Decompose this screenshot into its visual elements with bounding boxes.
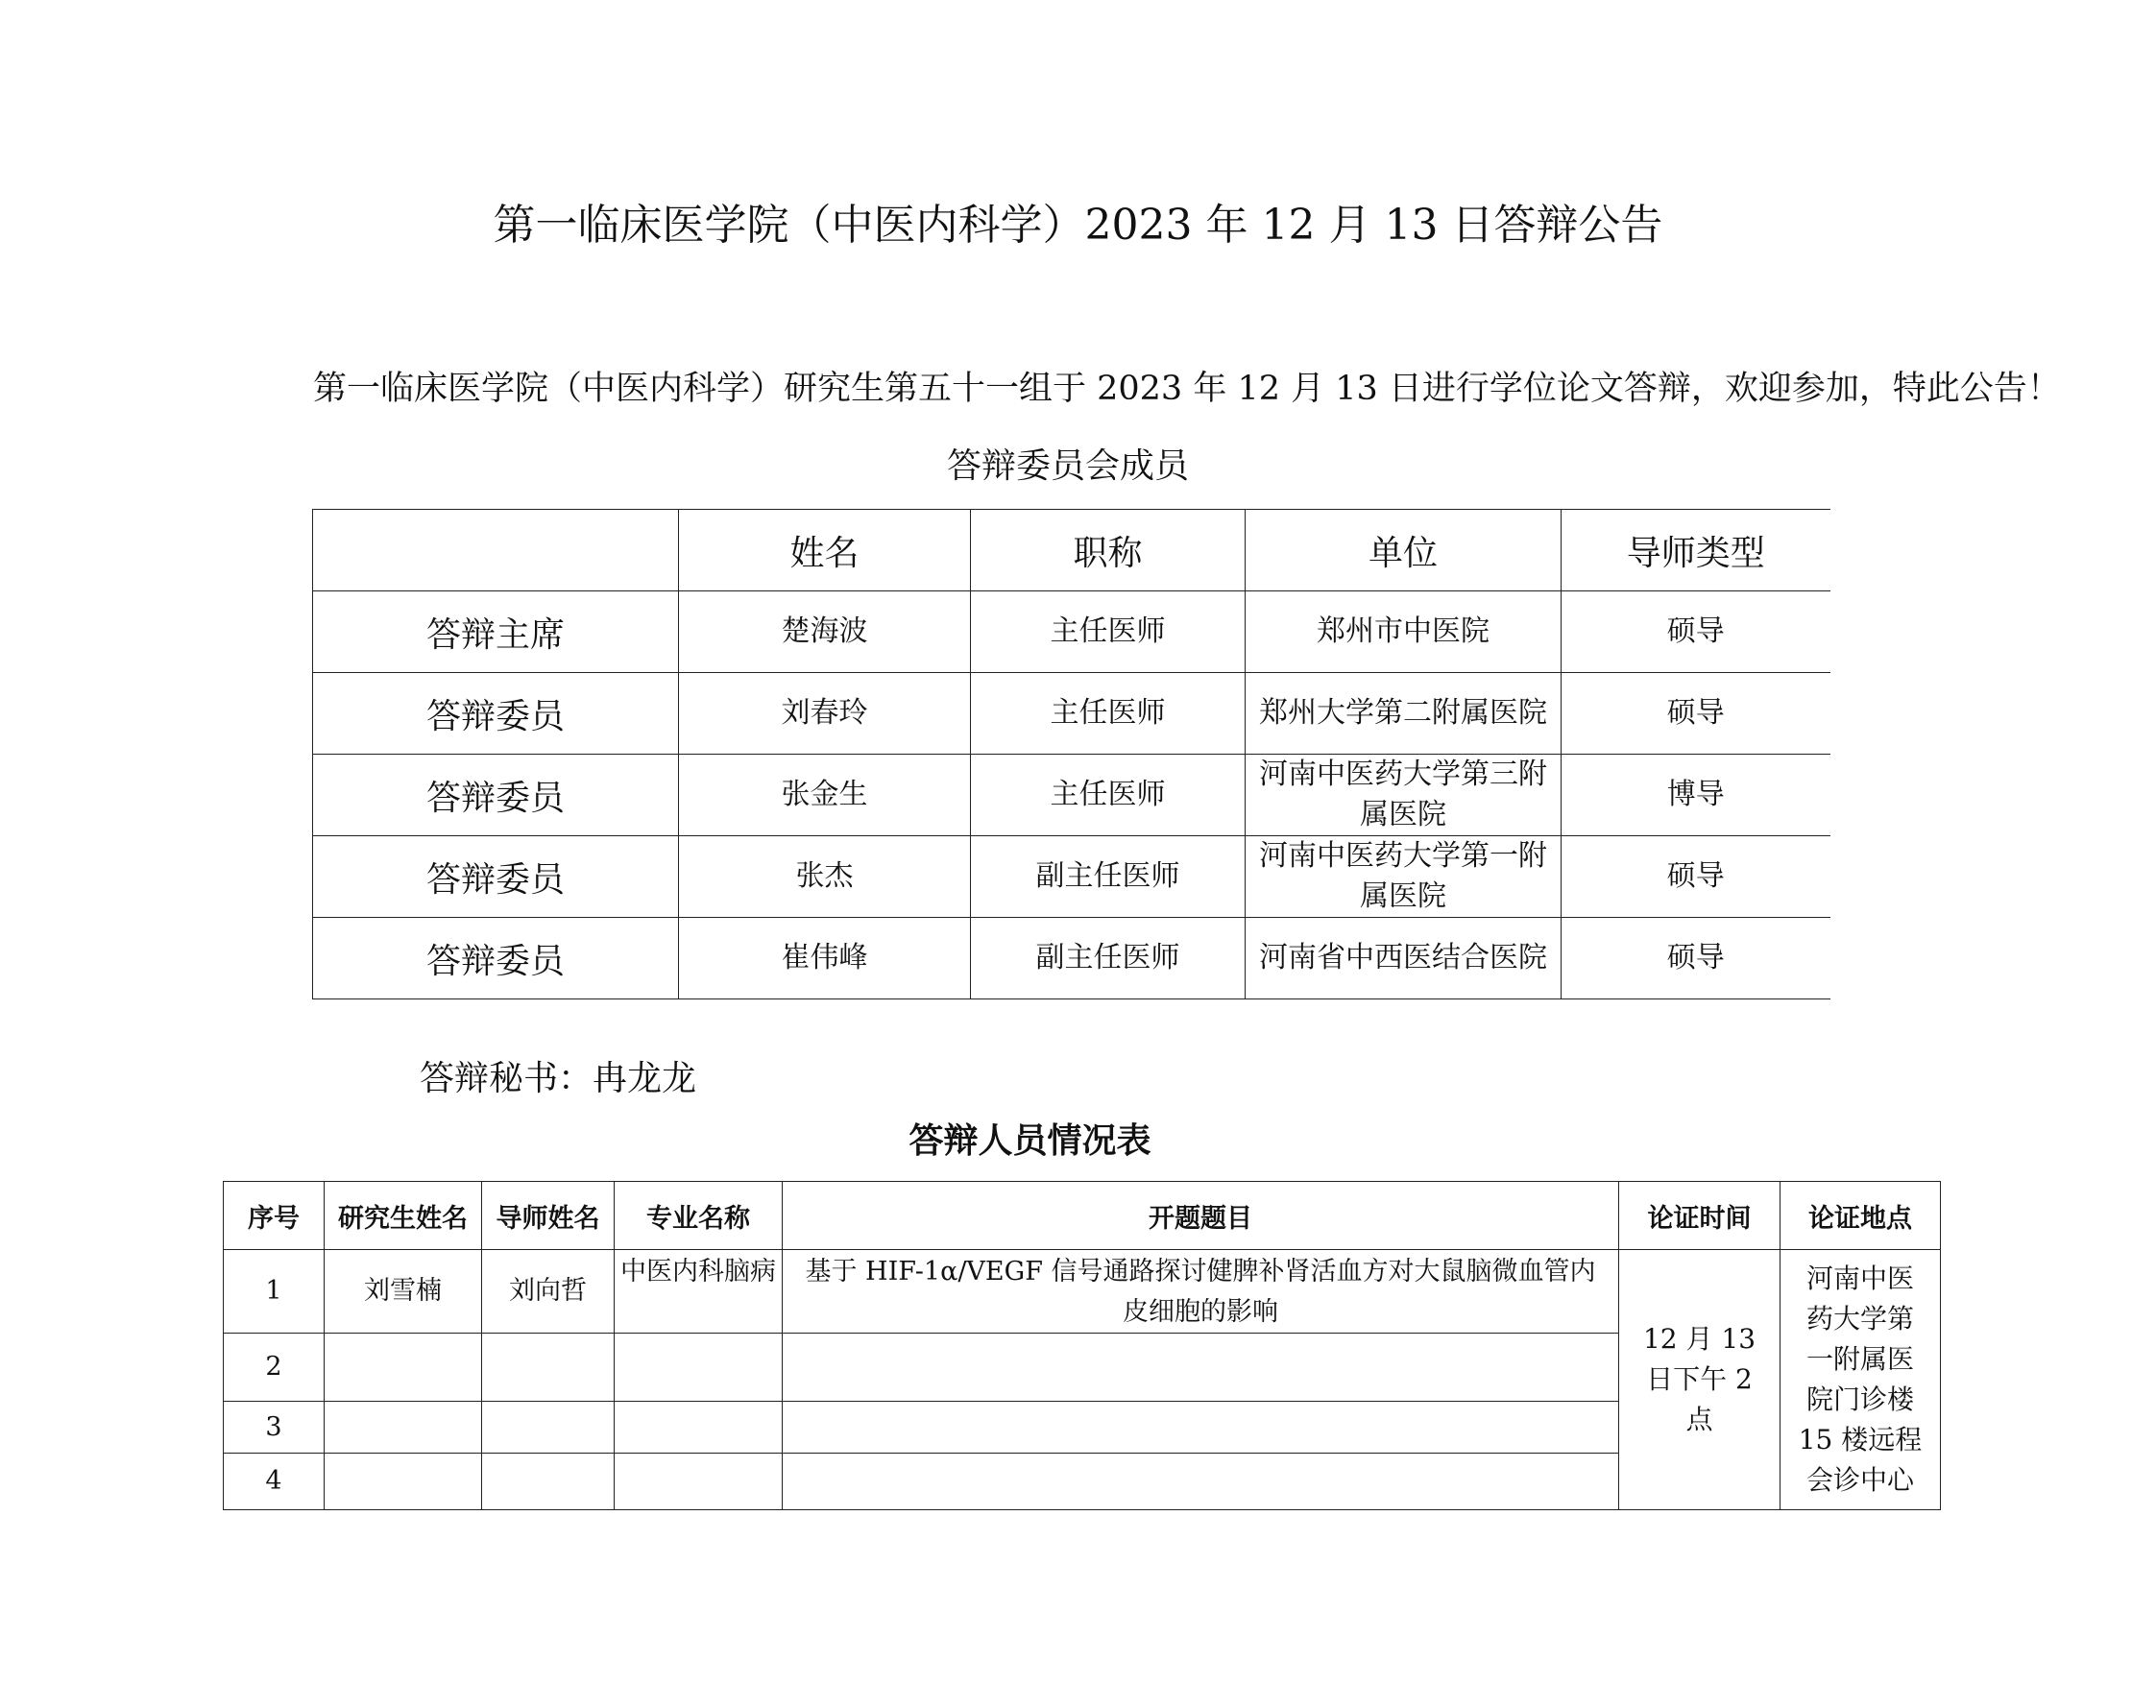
table-row xyxy=(224,1250,1941,1334)
committee-row xyxy=(313,755,1830,836)
committee-header-title: 职称 xyxy=(971,510,1246,591)
secretary-line: 答辩秘书：冉龙龙 xyxy=(420,1059,697,1098)
header-major: 专业名称 xyxy=(615,1182,783,1250)
committee-name: 张金生 xyxy=(679,755,971,836)
candidates-header-row xyxy=(224,1182,1941,1250)
committee-unit: 郑州市中医院 xyxy=(1246,591,1562,673)
committee-advisor-type: 硕导 xyxy=(1562,673,1830,755)
page-title: 第一临床医学院（中医内科学）2023 年 12 月 13 日答辩公告 xyxy=(493,201,1663,250)
committee-header-advisor-type: 导师类型 xyxy=(1562,510,1830,591)
committee-name: 崔伟峰 xyxy=(679,918,971,999)
committee-advisor-type: 硕导 xyxy=(1562,591,1830,673)
committee-unit: 郑州大学第二附属医院 xyxy=(1246,673,1562,755)
header-defense-place: 论证地点 xyxy=(1781,1182,1941,1250)
committee-row xyxy=(313,918,1830,999)
committee-title: 主任医师 xyxy=(971,591,1246,673)
header-index: 序号 xyxy=(224,1182,325,1250)
committee-title: 主任医师 xyxy=(971,673,1246,755)
candidate-student-name xyxy=(325,1454,482,1510)
candidate-advisor-name xyxy=(482,1402,615,1454)
committee-header-name: 姓名 xyxy=(679,510,971,591)
committee-role: 答辩委员 xyxy=(313,673,679,755)
header-topic: 开题题目 xyxy=(783,1182,1619,1250)
candidate-major xyxy=(615,1334,783,1402)
committee-unit: 河南中医药大学第一附属医院 xyxy=(1246,836,1562,918)
committee-heading: 答辩委员会成员 xyxy=(946,446,1189,486)
candidate-student-name xyxy=(325,1334,482,1402)
candidate-index: 4 xyxy=(224,1454,325,1510)
candidate-topic xyxy=(783,1402,1619,1454)
committee-role: 答辩委员 xyxy=(313,836,679,918)
candidate-advisor-name: 刘向哲 xyxy=(482,1250,615,1334)
committee-unit: 河南省中西医结合医院 xyxy=(1246,918,1562,999)
candidate-topic: 基于 HIF-1α/VEGF 信号通路探讨健脾补肾活血方对大鼠脑微血管内皮细胞的影响 xyxy=(783,1250,1619,1334)
committee-title: 副主任医师 xyxy=(971,918,1246,999)
candidate-topic xyxy=(783,1334,1619,1402)
header-advisor-name: 导师姓名 xyxy=(482,1182,615,1250)
committee-header-unit: 单位 xyxy=(1246,510,1562,591)
committee-role: 答辩委员 xyxy=(313,755,679,836)
header-defense-time: 论证时间 xyxy=(1619,1182,1781,1250)
candidate-student-name xyxy=(325,1402,482,1454)
header-student-name: 研究生姓名 xyxy=(325,1182,482,1250)
defense-place: 河南中医药大学第一附属医院门诊楼 15 楼远程会诊中心 xyxy=(1781,1250,1941,1510)
candidate-student-name: 刘雪楠 xyxy=(325,1250,482,1334)
committee-advisor-type: 硕导 xyxy=(1562,836,1830,918)
committee-role: 答辩委员 xyxy=(313,918,679,999)
committee-row xyxy=(313,836,1830,918)
committee-header-role xyxy=(313,510,679,591)
candidate-index: 3 xyxy=(224,1402,325,1454)
committee-row xyxy=(313,673,1830,755)
committee-table xyxy=(312,509,1830,999)
committee-unit: 河南中医药大学第三附属医院 xyxy=(1246,755,1562,836)
committee-title: 主任医师 xyxy=(971,755,1246,836)
committee-name: 楚海波 xyxy=(679,591,971,673)
candidate-major xyxy=(615,1454,783,1510)
committee-row xyxy=(313,591,1830,673)
candidate-major xyxy=(615,1402,783,1454)
committee-advisor-type: 硕导 xyxy=(1562,918,1830,999)
candidate-major: 中医内科脑病 xyxy=(615,1250,783,1334)
candidates-heading: 答辩人员情况表 xyxy=(908,1120,1151,1161)
candidate-advisor-name xyxy=(482,1454,615,1510)
candidate-index: 2 xyxy=(224,1334,325,1402)
committee-name: 刘春玲 xyxy=(679,673,971,755)
candidate-advisor-name xyxy=(482,1334,615,1402)
committee-role: 答辩主席 xyxy=(313,591,679,673)
candidate-topic xyxy=(783,1454,1619,1510)
candidates-table xyxy=(223,1181,1941,1510)
announcement-text: 第一临床医学院（中医内科学）研究生第五十一组于 2023 年 12 月 13 日进行学位论文答辩，欢迎参加，特此公告！ xyxy=(313,370,2061,408)
committee-title: 副主任医师 xyxy=(971,836,1246,918)
committee-name: 张杰 xyxy=(679,836,971,918)
committee-header-row xyxy=(313,510,1830,591)
defense-time: 12 月 13 日下午 2 点 xyxy=(1619,1250,1781,1510)
committee-advisor-type: 博导 xyxy=(1562,755,1830,836)
candidate-index: 1 xyxy=(224,1250,325,1334)
